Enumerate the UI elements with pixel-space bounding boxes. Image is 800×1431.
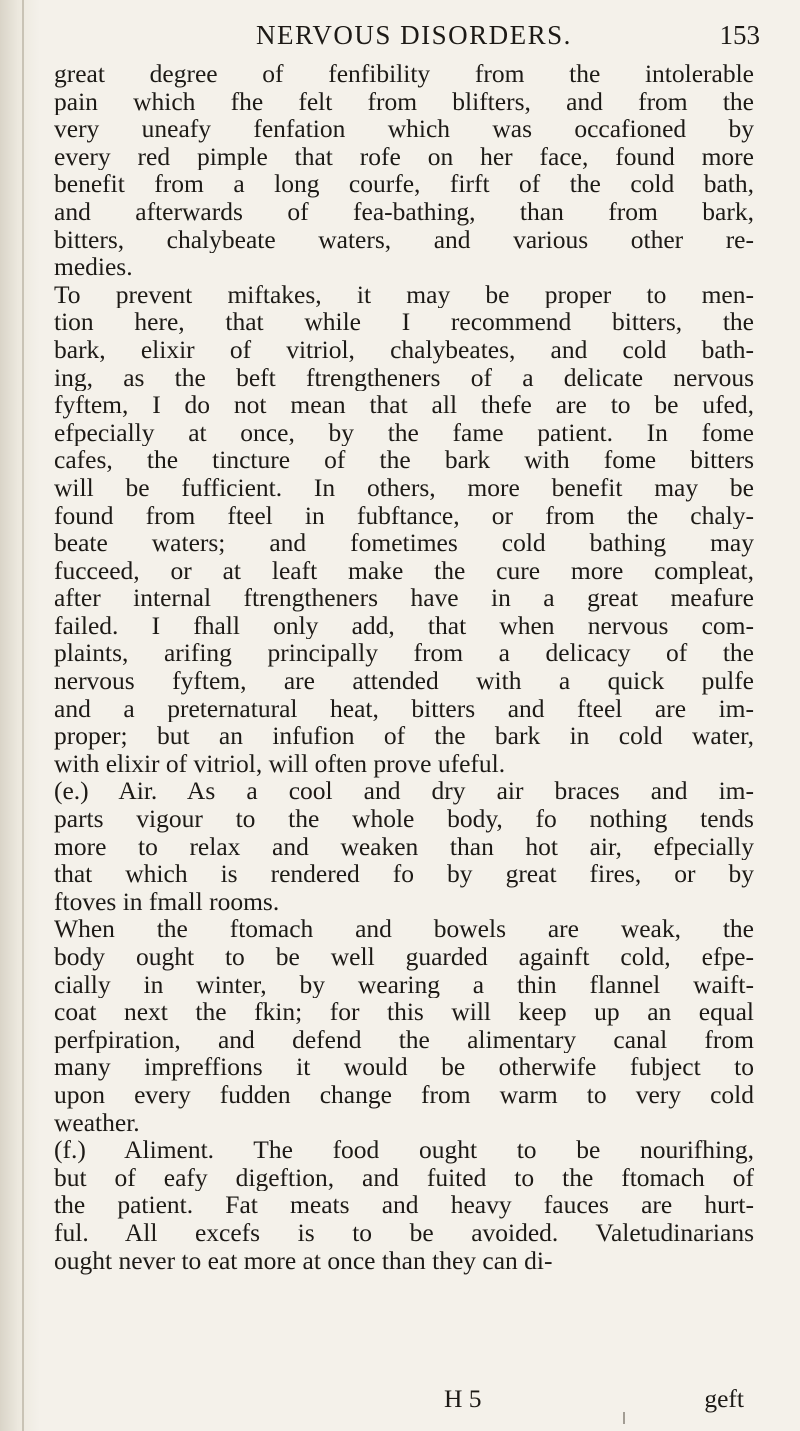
text-line: tion here, that while I recommend bitters, the: [54, 308, 754, 336]
text-line: ftoves in fmall rooms.: [54, 886, 280, 916]
text-line: To prevent miftakes, it may be proper to men-: [54, 280, 754, 309]
text-line: great degree of fenfibility from the intolerable: [54, 60, 754, 88]
text-line: When the ftomach and bowels are weak, the: [54, 915, 754, 943]
text-line: (e.) Air. As a cool and dry air braces and im-: [54, 777, 754, 806]
text-line: coat next the fkin; for this will keep up an equal: [54, 998, 754, 1026]
text-line: weather.: [54, 1107, 140, 1137]
catch-line: [54, 1384, 754, 1412]
text-line: parts vigour to the whole body, fo nothing tends: [54, 805, 754, 833]
text-line: efpecially at once, by the fame patient. In fome: [54, 418, 754, 447]
text-line: ought never to eat more at once than they can di-: [54, 1245, 553, 1275]
body-text: [54, 60, 754, 1274]
text-line: many impreffions it would be otherwife fubject to: [54, 1053, 754, 1081]
text-line: pain which fhe felt from blifters, and from the: [54, 87, 754, 116]
text-line: proper; but an infufion of the bark in cold water,: [54, 722, 754, 750]
text-line: benefit from a long courfe, firft of the cold bath,: [54, 170, 754, 198]
text-line: bitters, chalybeate waters, and various other re-: [54, 225, 754, 254]
text-line: upon every fudden change from warm to very cold: [54, 1080, 754, 1109]
catchword: geft: [704, 1384, 744, 1413]
text-line: cafes, the tincture of the bark with fome bitters: [54, 446, 754, 474]
page-gutter-shadow: [22, 0, 24, 1431]
text-line: fyftem, I do not mean that all thefe are to be ufed,: [54, 391, 754, 419]
text-line: and a preternatural heat, bitters and fteel are im-: [54, 694, 754, 723]
signature-mark: H 5: [444, 1384, 482, 1413]
text-line: (f.) Aliment. The food ought to be nourifhing,: [54, 1136, 754, 1164]
text-line: and afterwards of fea-bathing, than from bark,: [54, 197, 754, 226]
text-line: medies.: [54, 252, 133, 282]
page-header: [60, 14, 760, 54]
text-line: beate waters; and fometimes cold bathing may: [54, 529, 754, 557]
text-line: will be fufficient. In others, more benefit may be: [54, 473, 754, 502]
print-blemish: [623, 1412, 625, 1424]
text-line: with elixir of vitriol, will often prove ufeful.: [54, 748, 506, 778]
text-line: but of eafy digeftion, and fuited to the ftomach of: [54, 1163, 754, 1192]
text-line: perfpiration, and defend the alimentary canal from: [54, 1025, 754, 1054]
text-line: found from fteel in fubftance, or from the chaly-: [54, 501, 754, 530]
text-line: that which is rendered fo by great fires, or by: [54, 860, 754, 888]
text-line: the patient. Fat meats and heavy fauces are hurt-: [54, 1191, 754, 1219]
text-line: nervous fyftem, are attended with a quick pulfe: [54, 667, 754, 695]
text-line: more to relax and weaken than hot air, efpecially: [54, 832, 754, 861]
text-line: every red pimple that rofe on her face, found more: [54, 142, 754, 171]
text-line: cially in winter, by wearing a thin flannel waift-: [54, 970, 754, 999]
text-line: after internal ftrengtheners have in a great meafure: [54, 584, 754, 612]
page-number: 153: [719, 20, 760, 50]
text-line: ful. All excefs is to be avoided. Valetudinarians: [54, 1218, 754, 1247]
text-line: plaints, arifing principally from a delicacy of the: [54, 639, 754, 668]
text-line: body ought to be well guarded againft cold, efpe-: [54, 943, 754, 971]
text-line: bark, elixir of vitriol, chalybeates, and cold bath-: [54, 335, 754, 364]
text-line: very uneafy fenfation which was occafioned by: [54, 115, 754, 143]
text-line: fucceed, or at leaft make the cure more compleat,: [54, 556, 754, 585]
text-line: ing, as the beft ftrengtheners of a delicate nervous: [54, 363, 754, 392]
text-line: failed. I fhall only add, that when nervous com-: [54, 611, 754, 640]
running-head: NERVOUS DISORDERS.: [256, 20, 572, 50]
